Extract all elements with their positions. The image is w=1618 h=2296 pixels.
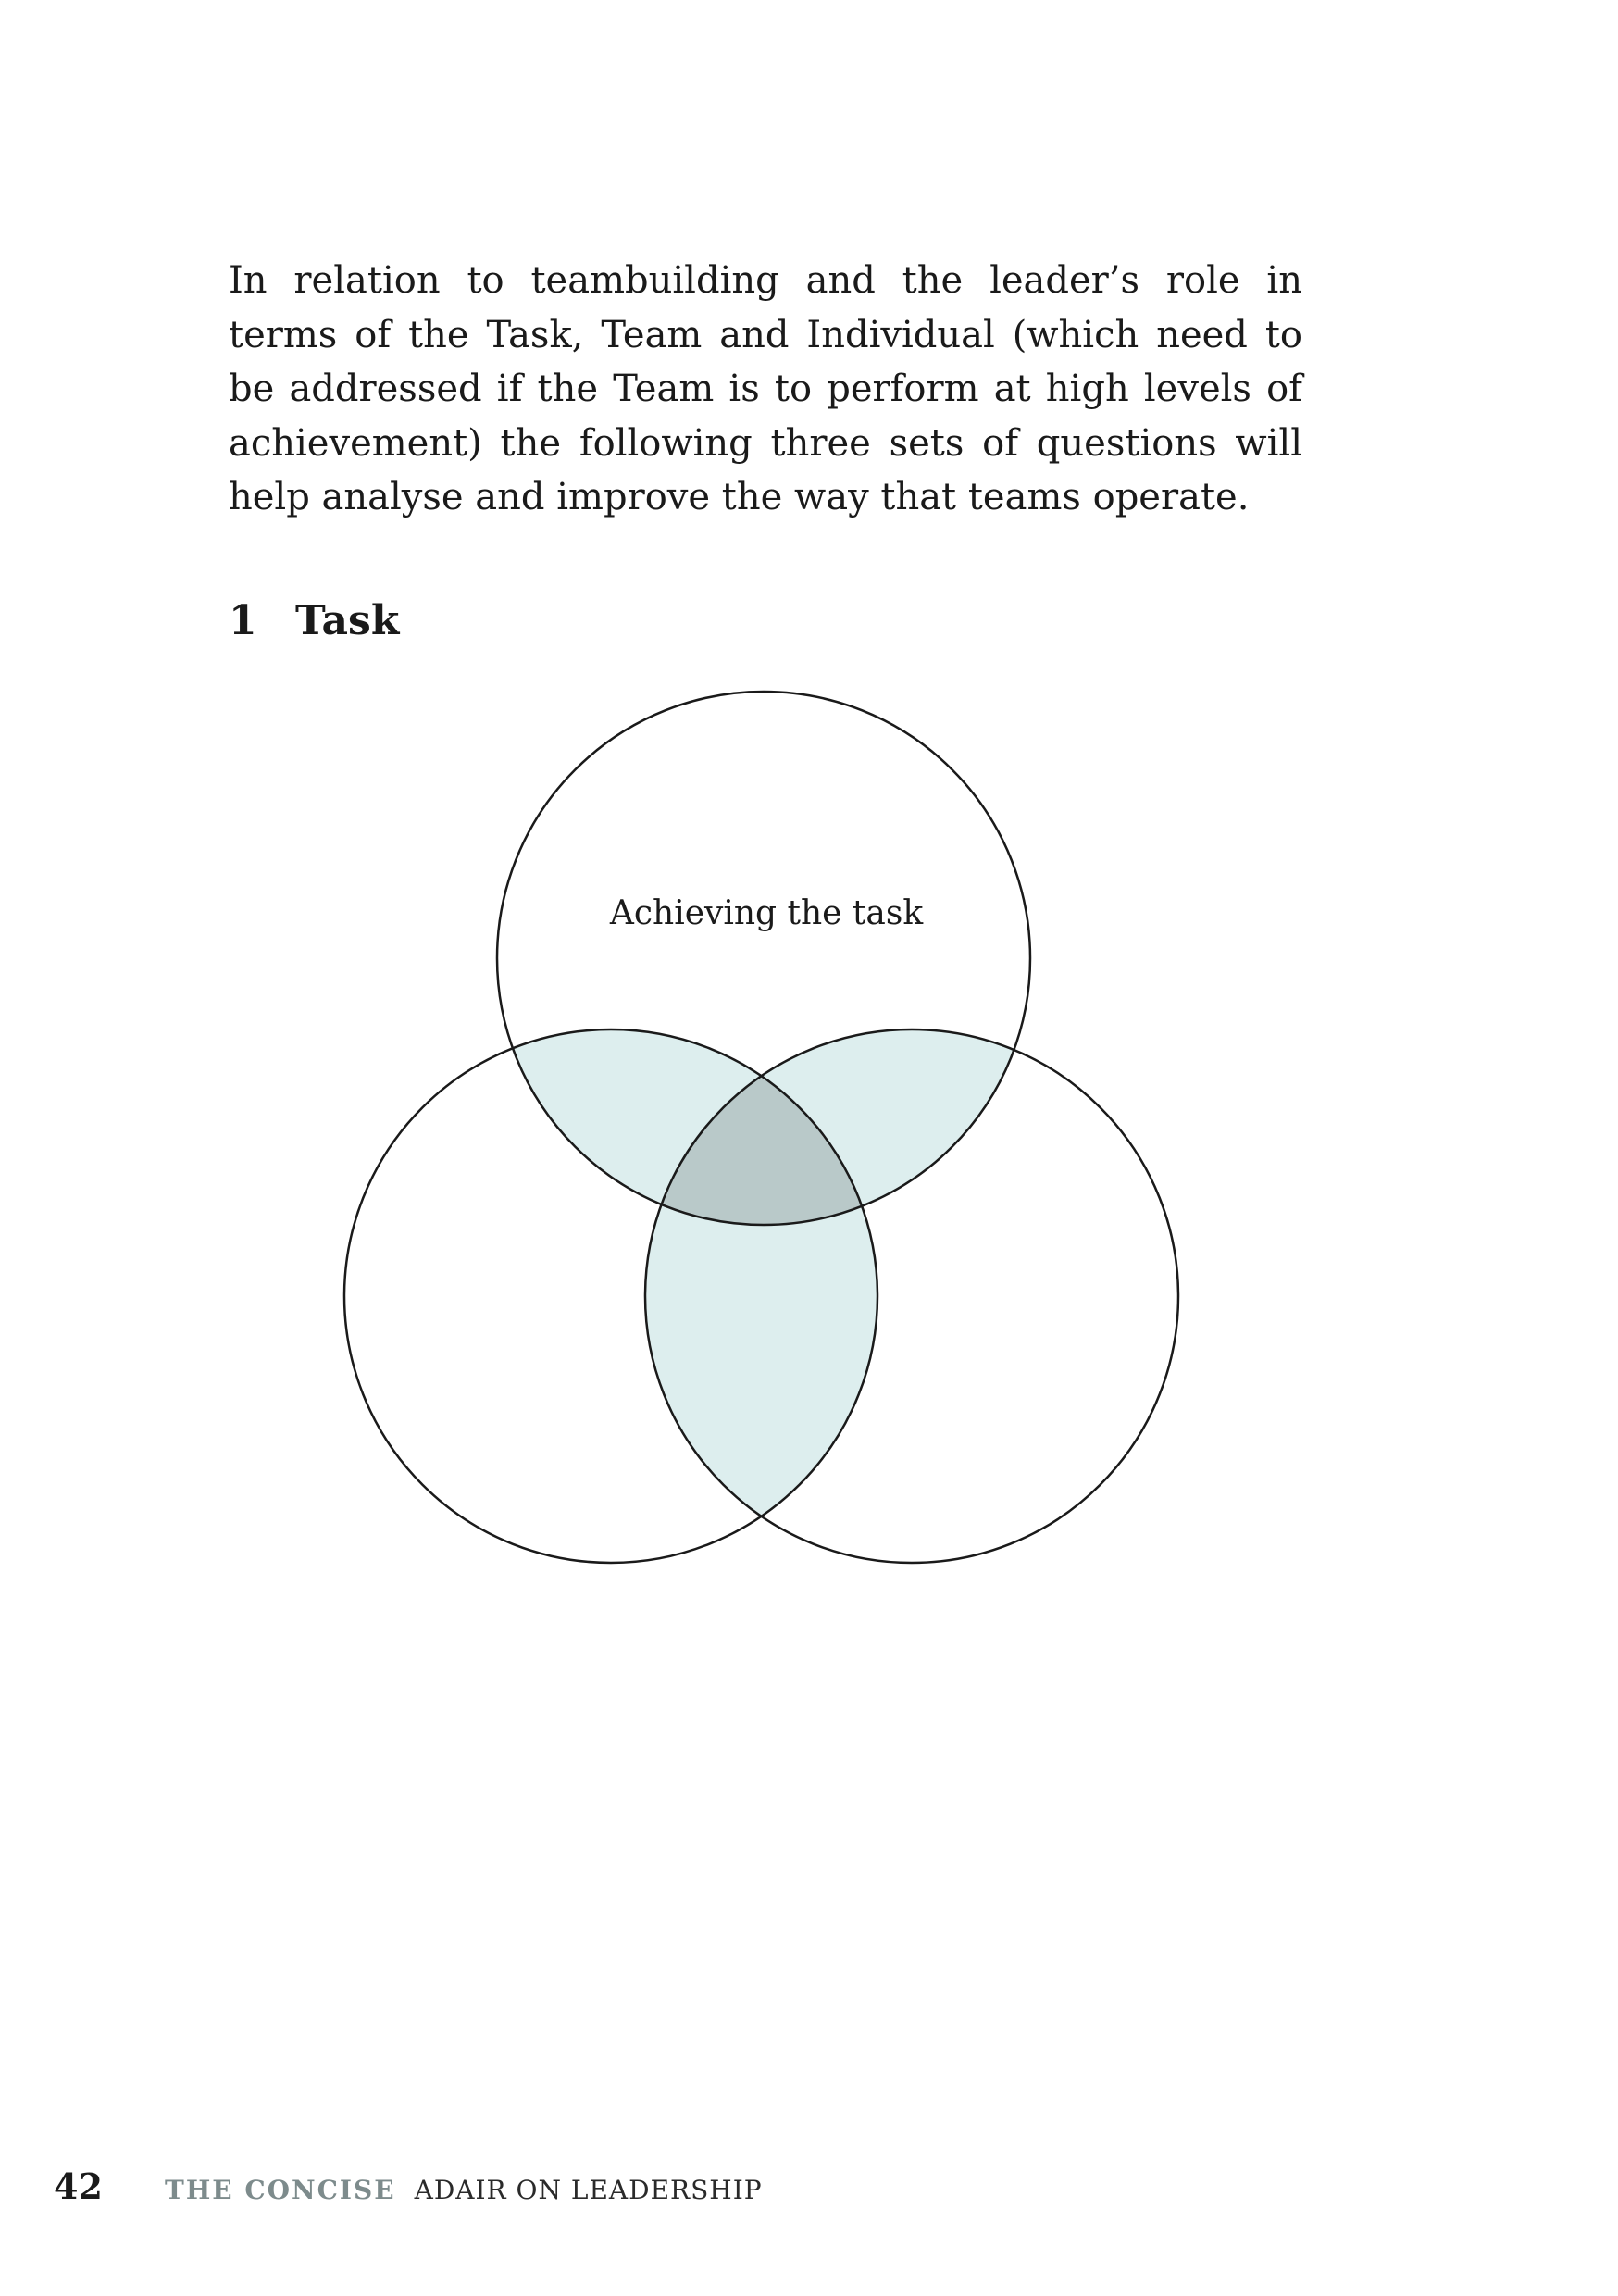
section-title: Task <box>295 597 400 644</box>
page-number: 42 <box>54 2165 103 2207</box>
section-number: 1 <box>229 597 257 644</box>
page-footer <box>54 2165 763 2207</box>
body-paragraph: In relation to teambuilding and the leader’s role in terms of the Task, Team and Individual (which need to be addressed if the Team is to perform at high levels of achievement) the following three sets of questions will help analyse and improve the way that teams operate. <box>229 259 1302 518</box>
series-name: THE CONCISE <box>165 2175 396 2205</box>
task-circle-label: Achieving the task <box>609 894 924 932</box>
book-title: ADAIR ON LEADERSHIP <box>414 2175 763 2205</box>
